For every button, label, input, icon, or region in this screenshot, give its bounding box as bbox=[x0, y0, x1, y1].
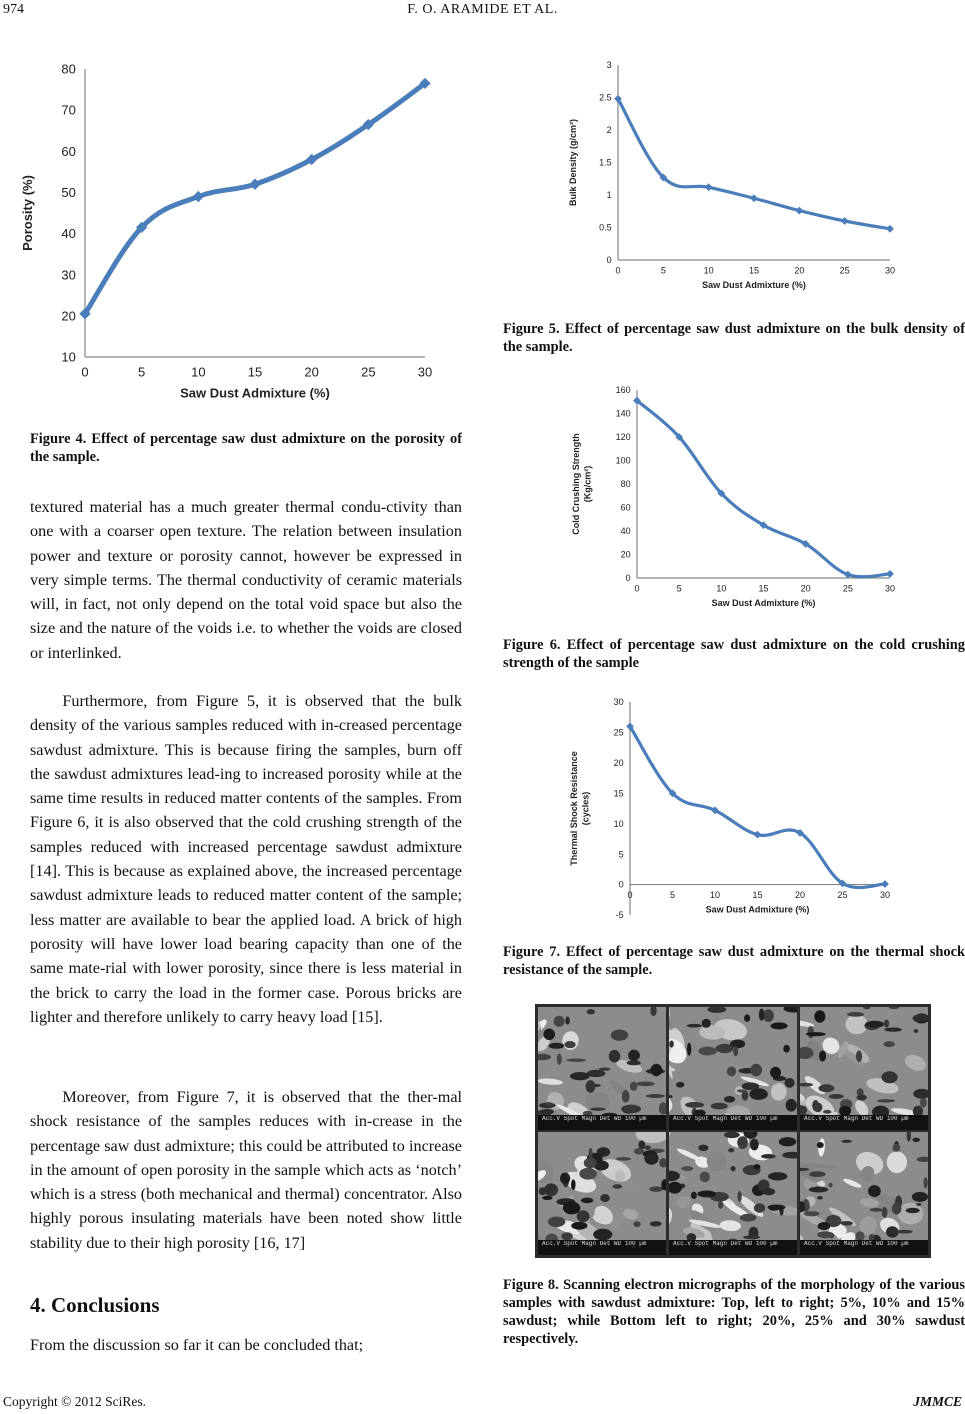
sem-pore bbox=[630, 1082, 638, 1091]
sem-pore bbox=[839, 1106, 851, 1116]
sem-pore bbox=[823, 1110, 831, 1114]
y-tick-label: 40 bbox=[620, 526, 631, 537]
sem-pore bbox=[786, 1099, 797, 1112]
x-tick-label: 0 bbox=[627, 890, 633, 901]
sem-pore bbox=[634, 1221, 641, 1227]
sem-pore bbox=[809, 1171, 826, 1177]
sem-pore bbox=[892, 1144, 900, 1152]
sem-pore bbox=[865, 1021, 884, 1028]
sem-pore bbox=[565, 1017, 570, 1025]
paragraph-bulk-density: Furthermore, from Figure 5, it is observed that the bulk density of the various samples reduced with in-creased percentage sawdust admixture. This is because firing the samples, burn off the sawdust admixtures lead-ing to increased porosity while at the same time results in reduced matter contents of the samples. From Figure 6, it is also observed that the cold crushing strength of the samples reduced with increased percentage sawdust admixture [14]. This is because as explained above, the increased percentage sawdust admixture leads to reduced matter content of the sample; less matter are available to bear the applied load. A brick of high porosity will have lower load bearing capacity than one of the same mate-rial with lower porosity, since there is less material in the brick to carry the load in the former case. Porous bricks are lighter and therefore unlikely to carry heavy load [15]. bbox=[30, 692, 462, 1026]
sem-pore bbox=[847, 1012, 864, 1017]
x-tick-label: 25 bbox=[842, 583, 853, 594]
sem-pore bbox=[737, 1089, 747, 1092]
sem-pore bbox=[571, 1179, 576, 1190]
y-axis-label: Porosity (%) bbox=[20, 175, 35, 251]
sem-pore bbox=[784, 1078, 794, 1088]
sem-pore bbox=[697, 1191, 716, 1198]
sem-pore bbox=[638, 1140, 645, 1149]
sem-pore bbox=[698, 1145, 708, 1151]
y-tick-label: 140 bbox=[615, 408, 631, 419]
x-tick-label: 10 bbox=[709, 890, 721, 901]
y-tick-label: 30 bbox=[61, 267, 76, 283]
sem-pore bbox=[566, 1058, 586, 1061]
sem-pore bbox=[644, 1145, 651, 1149]
x-tick-label: 0 bbox=[81, 364, 89, 380]
sem-pore bbox=[877, 1099, 895, 1102]
sem-pore bbox=[676, 1082, 685, 1088]
sem-pore bbox=[716, 1044, 733, 1054]
sem-pore bbox=[804, 1211, 820, 1216]
y-tick-label: 20 bbox=[620, 549, 631, 560]
paragraph-conclusions-intro: From the discussion so far it can be concluded that; bbox=[30, 1336, 364, 1354]
sem-pore bbox=[762, 1188, 775, 1195]
sem-pore bbox=[733, 1046, 738, 1056]
sem-pore bbox=[923, 1177, 927, 1189]
sem-pore bbox=[743, 1235, 760, 1239]
sem-pore bbox=[770, 1022, 787, 1029]
figure-5-chart bbox=[560, 55, 905, 305]
sem-pore bbox=[742, 1082, 760, 1090]
series-line bbox=[630, 726, 885, 887]
sem-pore bbox=[912, 1138, 920, 1143]
y-tick-label: 0 bbox=[618, 879, 624, 890]
sem-pore bbox=[817, 1231, 833, 1238]
sem-pore bbox=[691, 1192, 697, 1199]
sem-pore bbox=[644, 1152, 658, 1165]
page-number: 974 bbox=[3, 2, 24, 17]
sem-pore bbox=[884, 1020, 889, 1028]
sem-pore bbox=[883, 1041, 895, 1047]
figure-6-chart bbox=[565, 380, 905, 620]
sem-pore bbox=[585, 1080, 595, 1093]
x-tick-label: 5 bbox=[660, 265, 666, 276]
sem-pore bbox=[881, 1071, 897, 1083]
sem-pore bbox=[548, 1217, 565, 1228]
sem-pore bbox=[819, 1050, 826, 1061]
sem-pore bbox=[577, 1210, 590, 1222]
sem-pore bbox=[681, 1166, 693, 1171]
sem-pore bbox=[571, 1222, 587, 1230]
sem-pore bbox=[906, 1208, 920, 1213]
y-tick-label: 20 bbox=[61, 308, 76, 324]
data-point-marker bbox=[886, 225, 894, 233]
sem-image-25pct bbox=[669, 1132, 797, 1255]
y-tick-label: 0 bbox=[625, 573, 631, 584]
sem-pore bbox=[544, 1183, 558, 1196]
sem-pore bbox=[593, 1229, 612, 1241]
x-tick-label: 20 bbox=[800, 583, 811, 594]
sem-pore bbox=[627, 1060, 641, 1065]
sem-pore bbox=[599, 1068, 611, 1071]
sem-label: Acc.V Spot Magn Det WD 100 µm bbox=[804, 1116, 909, 1122]
sem-pore bbox=[806, 1032, 826, 1036]
sem-pore bbox=[646, 1094, 665, 1098]
y-tick-label: 30 bbox=[613, 697, 624, 708]
y-tick-label: 1 bbox=[606, 190, 612, 201]
y-tick-label: 160 bbox=[615, 385, 631, 396]
y-axis-label: Bulk Density (g/cm³) bbox=[568, 118, 578, 207]
sem-pore bbox=[718, 1201, 723, 1208]
x-tick-label: 5 bbox=[138, 364, 146, 380]
x-tick-label: 30 bbox=[884, 265, 896, 276]
figure-7-chart bbox=[565, 690, 905, 928]
sem-pore bbox=[564, 1041, 575, 1048]
y-tick-label: 70 bbox=[61, 102, 76, 118]
y-tick-label: 80 bbox=[620, 479, 631, 490]
y-axis-label: Cold Crushing Strength(Kg/cm²) bbox=[571, 433, 593, 535]
y-tick-label: 60 bbox=[620, 502, 631, 513]
figure-5-caption: Figure 5. Effect of percentage saw dust admixture on the bulk density of the sample. bbox=[503, 321, 965, 355]
sem-pore bbox=[750, 1139, 759, 1151]
x-tick-label: 5 bbox=[676, 583, 682, 594]
sem-pore bbox=[628, 1050, 640, 1061]
x-axis-label: Saw Dust Admixture (%) bbox=[180, 385, 330, 401]
sem-label: Acc.V Spot Magn Det WD 100 µm bbox=[673, 1116, 778, 1122]
x-tick-label: 15 bbox=[758, 583, 769, 594]
figure-6-caption: Figure 6. Effect of percentage saw dust admixture on the cold crushing strength of the sample bbox=[503, 637, 965, 671]
x-tick-label: 15 bbox=[752, 890, 763, 901]
sem-pore bbox=[882, 1207, 888, 1218]
sem-pore bbox=[727, 1067, 736, 1077]
x-tick-label: 30 bbox=[879, 890, 891, 901]
figure-4-chart bbox=[10, 55, 465, 415]
sem-pore bbox=[687, 1024, 702, 1028]
sem-pore bbox=[914, 1029, 919, 1033]
x-tick-label: 25 bbox=[837, 890, 848, 901]
y-tick-label: 20 bbox=[613, 758, 624, 769]
sem-pore bbox=[896, 1230, 913, 1234]
series-line bbox=[85, 83, 425, 313]
x-tick-label: 15 bbox=[247, 364, 263, 380]
sem-pore bbox=[539, 1187, 547, 1195]
x-tick-label: 20 bbox=[794, 890, 806, 901]
data-point-marker bbox=[886, 570, 894, 578]
sem-pore bbox=[841, 1221, 853, 1225]
y-tick-label: 80 bbox=[61, 61, 76, 77]
paragraph-thermal-conductivity: textured material has a much greater thermal condu-ctivity than one with a coarser open texture. The relation between insulation power and texture or porosity cannot, however be expressed in very simple terms. The thermal conductivity of ceramic materials will, in fact, not only depend on the total void space but also the size and the nature of the voids i.e. to whether the voids are closed or interlinked. bbox=[30, 498, 462, 662]
sem-pore bbox=[560, 1173, 570, 1184]
sem-image-10pct bbox=[669, 1007, 797, 1130]
sem-pore bbox=[581, 1197, 593, 1203]
x-tick-label: 30 bbox=[417, 364, 433, 380]
sem-label: Acc.V Spot Magn Det WD 100 µm bbox=[804, 1241, 909, 1247]
running-title: F. O. ARAMIDE ET AL. bbox=[407, 2, 558, 17]
y-tick-label: 60 bbox=[61, 143, 76, 159]
sem-pore bbox=[818, 1084, 834, 1092]
y-tick-label: 10 bbox=[613, 818, 624, 829]
y-tick-label: 0 bbox=[606, 255, 612, 266]
sem-image-30pct bbox=[800, 1132, 928, 1255]
sem-pore bbox=[669, 1040, 674, 1047]
sem-pore bbox=[738, 1191, 742, 1202]
sem-pore bbox=[841, 1140, 852, 1143]
sem-pore bbox=[916, 1203, 921, 1206]
sem-pore bbox=[685, 1102, 704, 1108]
x-tick-label: 25 bbox=[361, 364, 376, 380]
sem-pore bbox=[814, 1010, 825, 1022]
sem-pore bbox=[687, 1043, 691, 1056]
x-axis-label: Saw Dust Admixture (%) bbox=[702, 279, 806, 290]
sem-pore bbox=[557, 1053, 562, 1065]
y-axis-label: Thermal Shock Resistance(cycles) bbox=[569, 751, 591, 866]
sem-label: Acc.V Spot Magn Det WD 100 µm bbox=[542, 1241, 647, 1247]
sem-pore bbox=[554, 1016, 565, 1027]
series-line bbox=[637, 401, 890, 577]
sem-pore bbox=[570, 1072, 590, 1080]
sem-pore bbox=[561, 1232, 572, 1240]
sem-pore bbox=[549, 1043, 564, 1049]
sem-pore bbox=[753, 1164, 760, 1169]
sem-pore bbox=[768, 1204, 786, 1210]
sem-pore bbox=[563, 1202, 580, 1215]
sem-pore bbox=[779, 1137, 797, 1146]
sem-pore bbox=[737, 1136, 748, 1149]
sem-pore bbox=[768, 1172, 787, 1180]
sem-pore bbox=[600, 1194, 610, 1202]
sem-pore bbox=[609, 1050, 620, 1063]
x-tick-label: 30 bbox=[884, 583, 896, 594]
figure-4-caption: Figure 4. Effect of percentage saw dust admixture on the porosity of the sample. bbox=[30, 431, 462, 465]
sem-pore bbox=[892, 1203, 902, 1215]
sem-pore bbox=[814, 1103, 823, 1113]
sem-pore bbox=[868, 1185, 881, 1197]
x-axis-label: Saw Dust Admixture (%) bbox=[711, 597, 816, 608]
data-point-marker bbox=[841, 217, 849, 225]
sem-image-5pct bbox=[538, 1007, 666, 1130]
sem-pore bbox=[920, 1098, 927, 1108]
x-tick-label: 20 bbox=[794, 265, 805, 276]
sem-pore bbox=[761, 1154, 775, 1159]
data-point-marker bbox=[750, 194, 758, 202]
data-point-marker bbox=[881, 880, 889, 888]
x-tick-label: 0 bbox=[634, 583, 640, 594]
sem-pore bbox=[579, 1168, 597, 1180]
sem-pore bbox=[740, 1214, 757, 1222]
section-heading-conclusions: 4. Conclusions bbox=[30, 1293, 160, 1317]
sem-pore bbox=[616, 1157, 631, 1161]
figure-8-micrographs bbox=[535, 1004, 931, 1258]
sem-pore bbox=[754, 1203, 765, 1212]
sem-pore bbox=[584, 1158, 597, 1168]
series-line bbox=[618, 99, 890, 229]
x-tick-label: 5 bbox=[669, 890, 676, 901]
sem-pore bbox=[542, 1196, 552, 1200]
x-tick-label: 25 bbox=[839, 265, 850, 276]
sem-label: Acc.V Spot Magn Det WD 100 µm bbox=[542, 1116, 647, 1122]
y-tick-label: 5 bbox=[618, 849, 624, 860]
sem-pore bbox=[870, 1208, 883, 1212]
y-tick-label: 25 bbox=[613, 727, 624, 738]
sem-pore bbox=[913, 1014, 928, 1022]
sem-pore bbox=[817, 1196, 823, 1200]
sem-pore bbox=[611, 1030, 628, 1041]
sem-image-15pct bbox=[800, 1007, 928, 1130]
sem-pore bbox=[884, 1027, 901, 1031]
sem-pore bbox=[744, 1014, 750, 1022]
sem-pore bbox=[622, 1106, 635, 1114]
sem-pore bbox=[855, 1231, 864, 1241]
y-tick-label: 0.5 bbox=[599, 222, 612, 233]
figure-7-caption: Figure 7. Effect of percentage saw dust admixture on the thermal shock resistance of the sample. bbox=[503, 944, 965, 978]
x-tick-label: 15 bbox=[748, 265, 760, 276]
sem-pore bbox=[817, 1142, 824, 1148]
y-tick-label: 40 bbox=[61, 226, 76, 242]
sem-pore bbox=[912, 1192, 928, 1202]
y-tick-label: 100 bbox=[615, 455, 631, 466]
sem-pore bbox=[730, 1166, 735, 1171]
sem-pore bbox=[540, 1109, 554, 1115]
sem-pore bbox=[622, 1090, 630, 1103]
sem-pore bbox=[770, 1067, 781, 1078]
sem-pore bbox=[543, 1028, 555, 1040]
sem-pore bbox=[828, 1183, 832, 1188]
sem-pore bbox=[856, 1095, 866, 1101]
sem-pore bbox=[698, 1047, 717, 1056]
x-tick-label: 10 bbox=[703, 265, 714, 276]
sem-pore bbox=[763, 1009, 774, 1022]
sem-pore bbox=[724, 1096, 735, 1103]
sem-pore bbox=[700, 1172, 710, 1183]
y-tick-label: 50 bbox=[61, 184, 76, 200]
y-tick-label: 2 bbox=[606, 125, 612, 136]
sem-pore bbox=[587, 1009, 595, 1014]
sem-pore bbox=[728, 1148, 734, 1152]
sem-pore bbox=[590, 1108, 605, 1111]
sem-pore bbox=[759, 1009, 765, 1021]
sem-pore bbox=[649, 1186, 663, 1191]
copyright: Copyright © 2012 SciRes. bbox=[3, 1394, 147, 1409]
page-header bbox=[0, 2, 965, 24]
x-tick-label: 0 bbox=[615, 265, 621, 276]
y-tick-label: 120 bbox=[615, 432, 631, 443]
paragraph-thermal-shock: Moreover, from Figure 7, it is observed that the ther-mal shock resistance of the samples reduces with in-crease in the percentage saw dust admixture; this could be attributed to increase in the amount of open porosity in the sample which acts as ‘notch’ which is a stress (both mechanical and thermal) concentrator. Also highly porous insulating materials have been noted show little stability due to their high porosity [16, 17] bbox=[30, 1088, 462, 1252]
sem-label: Acc.V Spot Magn Det WD 100 µm bbox=[673, 1241, 778, 1247]
sem-pore bbox=[829, 1094, 844, 1099]
sem-pore bbox=[809, 1187, 829, 1193]
y-tick-label: 10 bbox=[61, 349, 76, 365]
x-tick-label: 10 bbox=[716, 583, 727, 594]
x-axis-label: Saw Dust Admixture (%) bbox=[705, 904, 810, 915]
sem-pore bbox=[650, 1221, 662, 1226]
sem-pore bbox=[856, 1050, 862, 1062]
sem-pore bbox=[637, 1081, 655, 1086]
sem-pore bbox=[750, 1064, 762, 1077]
y-tick-label: 3 bbox=[606, 60, 612, 71]
y-tick-label: 2.5 bbox=[599, 92, 612, 103]
data-point-marker bbox=[795, 207, 803, 215]
sem-pore bbox=[545, 1102, 553, 1106]
sem-pore bbox=[783, 1045, 790, 1053]
y-tick-label: 1.5 bbox=[599, 157, 612, 168]
journal-name: JMMCE bbox=[913, 1394, 962, 1409]
figure-8-caption: Figure 8. Scanning electron micrographs of the morphology of the various samples with sawdust admixture: Top, left to right; 5%, 10% and 15% sawdust; while Bottom left to right; 20%, 25% and 30% sawdust respectively. bbox=[503, 1277, 965, 1347]
sem-pore bbox=[613, 1184, 623, 1188]
sem-pore bbox=[651, 1064, 663, 1076]
sem-pore bbox=[711, 1103, 728, 1109]
y-tick-label: -5 bbox=[615, 910, 624, 921]
sem-pore bbox=[634, 1148, 644, 1154]
data-point-marker bbox=[705, 183, 713, 191]
data-point-marker bbox=[754, 831, 762, 839]
sem-pore bbox=[818, 1222, 830, 1230]
x-tick-label: 20 bbox=[304, 364, 319, 380]
x-tick-label: 10 bbox=[191, 364, 206, 380]
y-tick-label: 15 bbox=[613, 788, 624, 799]
sem-image-20pct bbox=[538, 1132, 666, 1255]
sem-pore bbox=[702, 1019, 711, 1028]
